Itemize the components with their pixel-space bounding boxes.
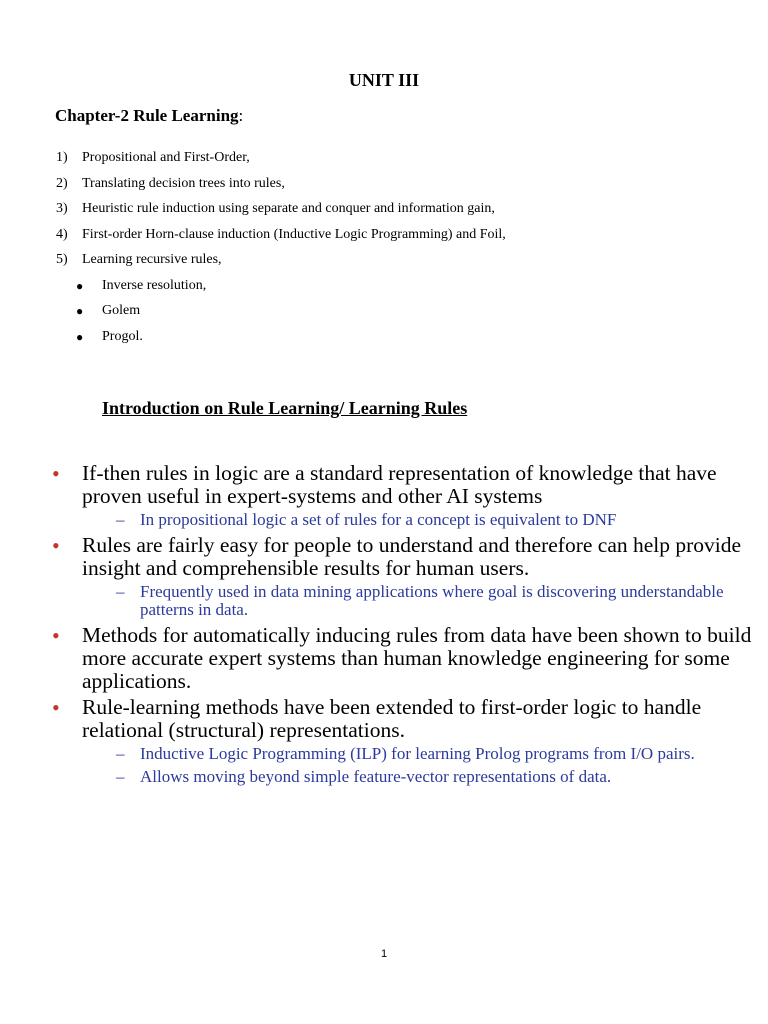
bullet-icon: ● bbox=[76, 278, 84, 293]
subtopic-item bbox=[76, 301, 506, 327]
slide-sub-bullet bbox=[116, 511, 752, 529]
chapter-label: Chapter-2 Rule Learning bbox=[55, 106, 239, 125]
slide-bullet-text: Rules are fairly easy for people to understand and therefore can help provide insight and comprehensible results for human users. bbox=[82, 533, 742, 580]
slide-bullet bbox=[52, 696, 752, 742]
topic-item bbox=[56, 174, 506, 200]
bullet-icon: ● bbox=[76, 329, 84, 344]
chapter-colon: : bbox=[238, 106, 244, 125]
slide-sub-bullet bbox=[116, 583, 752, 619]
subtopic-list bbox=[76, 276, 506, 353]
unit-title: UNIT III bbox=[348, 70, 420, 90]
topic-item bbox=[56, 250, 506, 276]
slide-bullet bbox=[52, 624, 752, 693]
slide-bullet bbox=[52, 534, 752, 580]
topic-text: First-order Horn-clause induction (Inductive Logic Programming) and Foil, bbox=[82, 226, 506, 242]
slide-sub-text: Frequently used in data mining applications where goal is discovering understandable patterns in data. bbox=[140, 582, 724, 619]
slide-bullet-text: If-then rules in logic are a standard representation of knowledge that have proven useful in expert-systems and other AI systems bbox=[82, 461, 717, 508]
dash-icon: – bbox=[116, 767, 125, 786]
dash-icon: – bbox=[116, 510, 125, 529]
slide-sub-text: In propositional logic a set of rules for a concept is equivalent to DNF bbox=[140, 510, 617, 529]
bullet-icon: ● bbox=[76, 304, 84, 318]
topic-text: Heuristic rule induction using separate and conquer and information gain, bbox=[82, 201, 495, 216]
dash-icon: – bbox=[116, 744, 125, 763]
topic-number: 5) bbox=[56, 252, 68, 267]
topic-text: Learning recursive rules, bbox=[82, 252, 222, 267]
bullet-icon: • bbox=[52, 461, 60, 486]
dash-icon: – bbox=[116, 582, 125, 601]
slide-bullet-text: Rule-learning methods have been extended to first-order logic to handle relational (structural) representations. bbox=[82, 695, 702, 742]
topic-number: 4) bbox=[56, 226, 68, 242]
topic-item bbox=[56, 199, 506, 225]
topic-item bbox=[56, 225, 506, 251]
subtopic-item bbox=[76, 276, 506, 302]
subtopic-text: Progol. bbox=[102, 328, 143, 344]
slide-image-content bbox=[52, 462, 752, 791]
page-number: 1 bbox=[380, 948, 388, 960]
bullet-icon: • bbox=[52, 533, 60, 558]
subtopic-text: Inverse resolution, bbox=[102, 277, 207, 293]
topic-number: 1) bbox=[56, 150, 68, 165]
slide-sub-bullet bbox=[116, 768, 752, 786]
topic-list bbox=[56, 148, 506, 352]
subtopic-text: Golem bbox=[102, 303, 141, 318]
bullet-icon: • bbox=[52, 695, 60, 720]
slide-bullet-text: Methods for automatically inducing rules from data have been shown to build more accurate expert systems than human knowledge engineering for some applications. bbox=[82, 623, 752, 693]
slide-sub-text: Inductive Logic Programming (ILP) for learning Prolog programs from I/O pairs. bbox=[140, 744, 695, 763]
slide-sub-text: Allows moving beyond simple feature-vector representations of data. bbox=[140, 767, 612, 786]
slide-bullet bbox=[52, 462, 752, 508]
topic-text: Propositional and First-Order, bbox=[82, 150, 250, 165]
topic-item bbox=[56, 148, 506, 174]
intro-heading: Introduction on Rule Learning/ Learning Rules bbox=[102, 398, 468, 418]
topic-text: Translating decision trees into rules, bbox=[82, 175, 285, 191]
bullet-icon: • bbox=[52, 623, 60, 648]
chapter-heading bbox=[55, 106, 243, 126]
subtopic-item bbox=[76, 327, 506, 353]
topic-number: 3) bbox=[56, 201, 68, 216]
topic-number: 2) bbox=[56, 175, 68, 191]
slide-sub-bullet bbox=[116, 745, 752, 763]
